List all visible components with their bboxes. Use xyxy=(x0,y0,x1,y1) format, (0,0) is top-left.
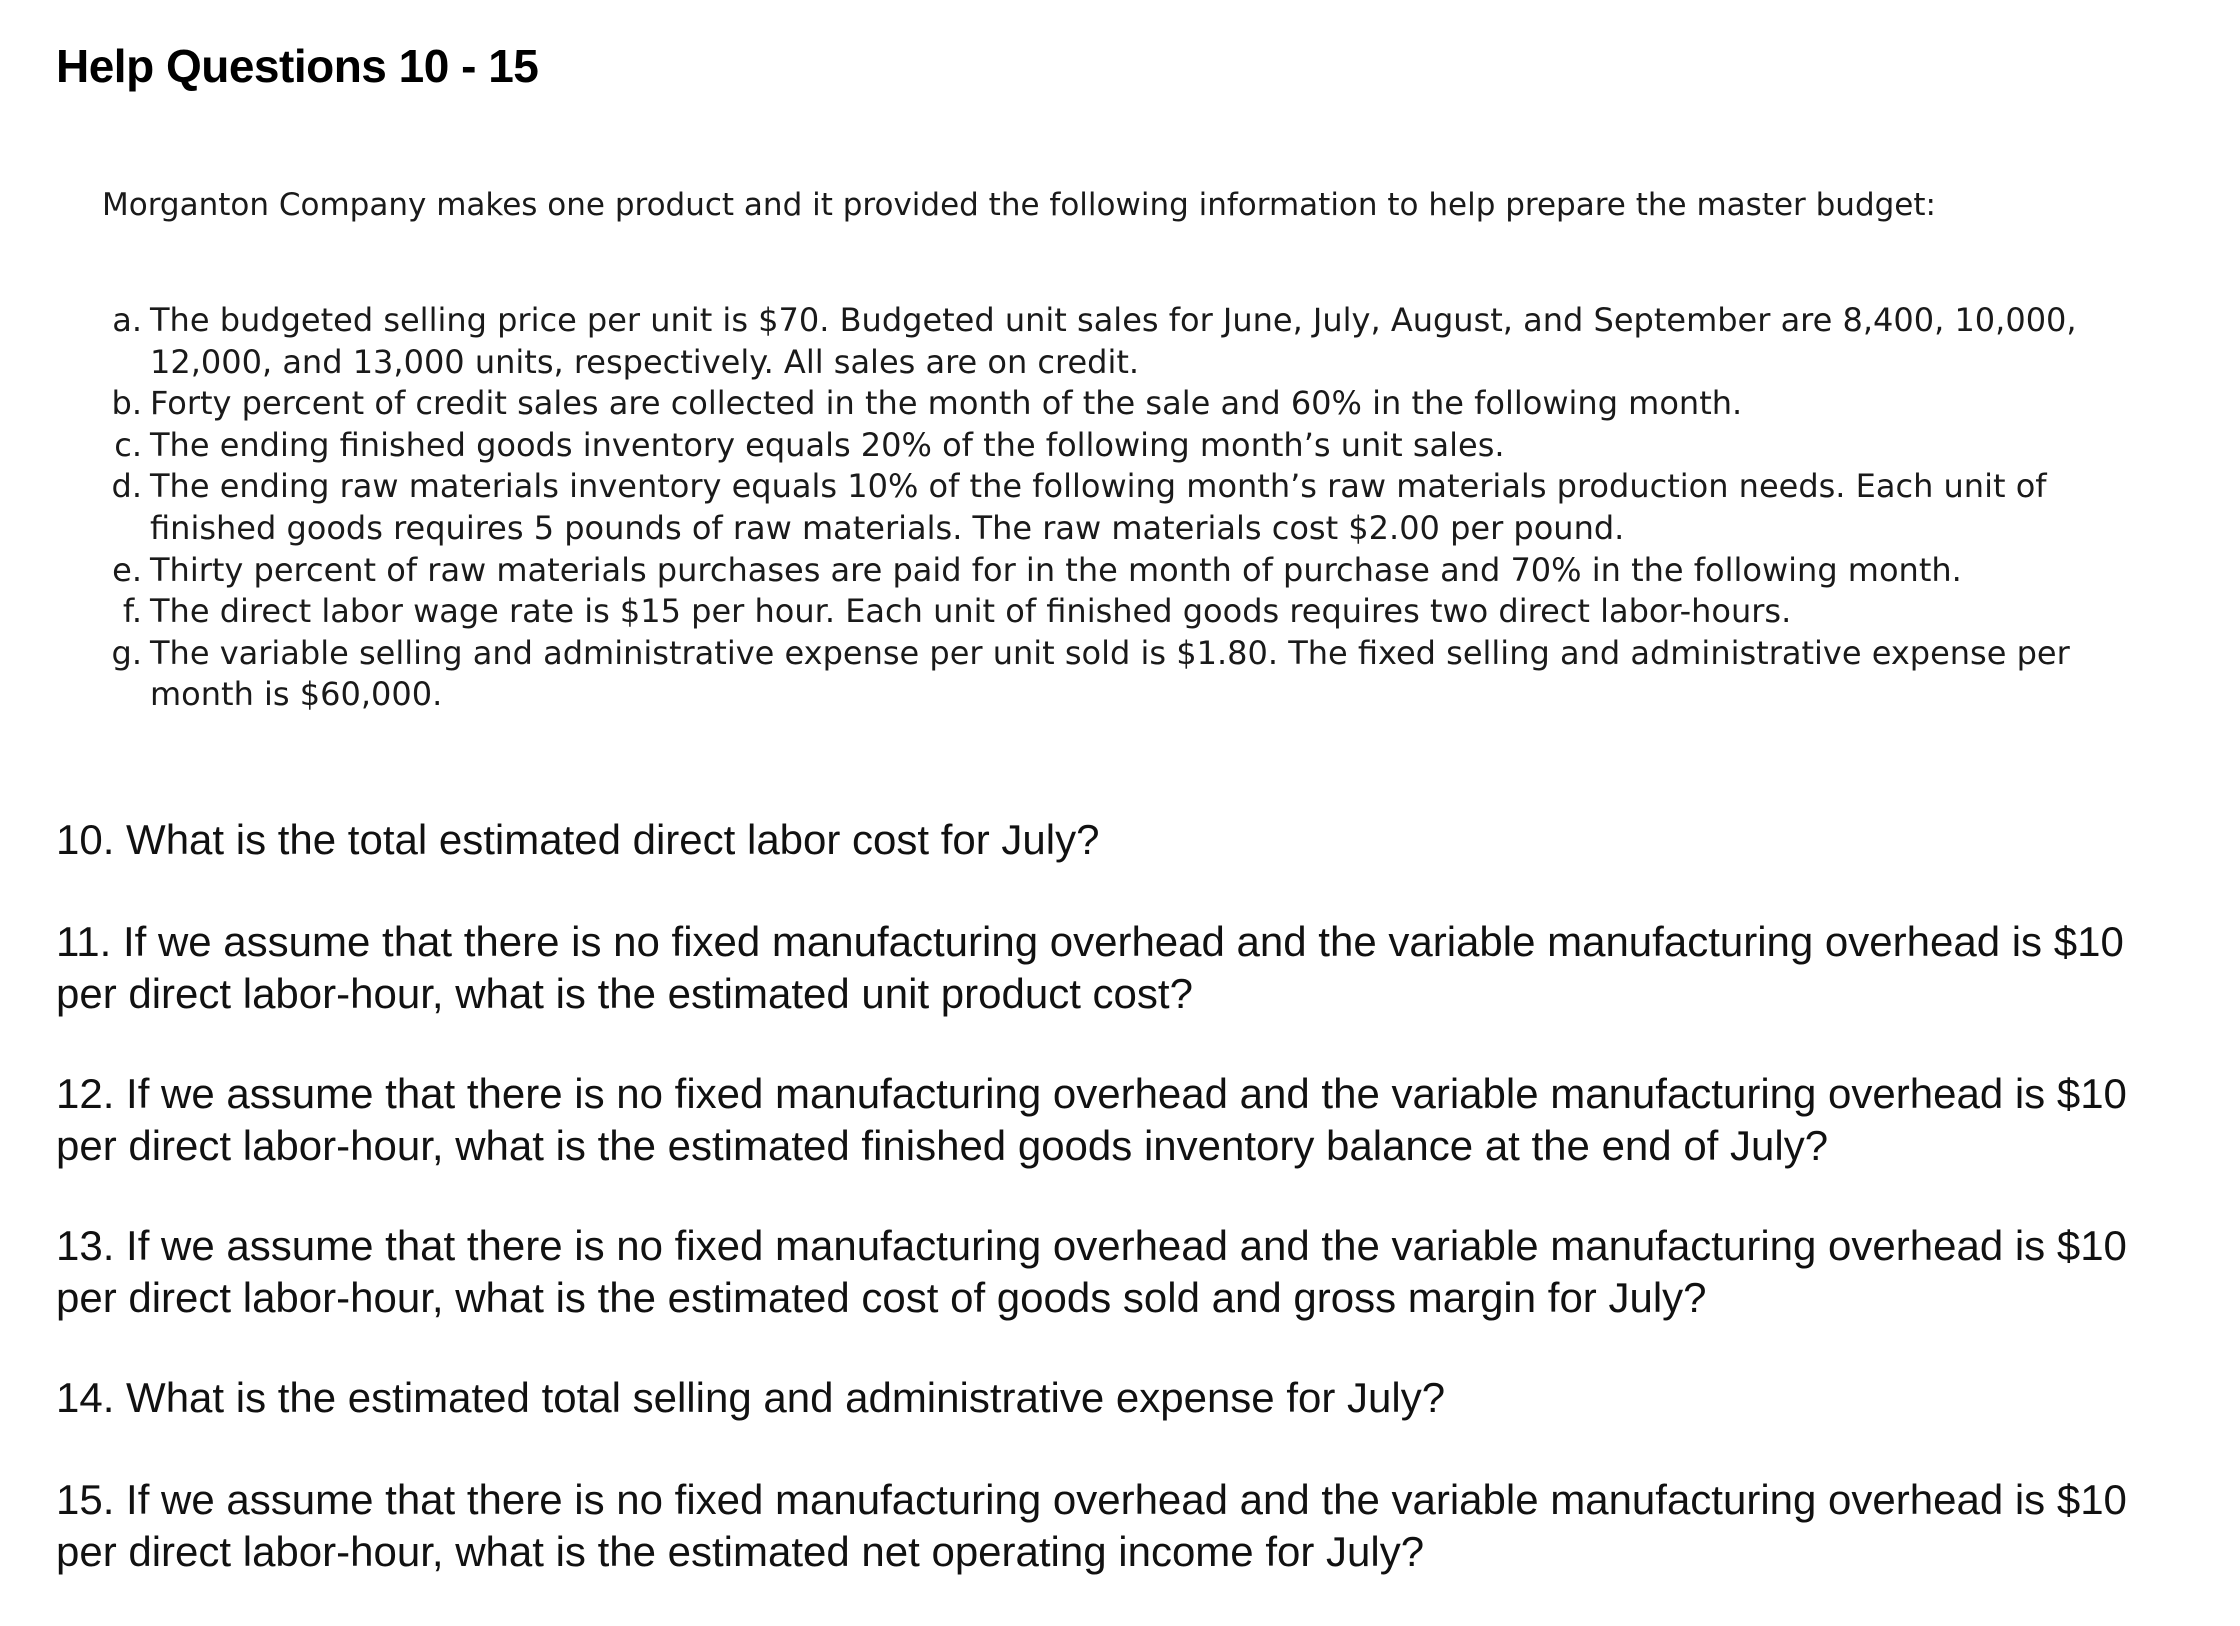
question-14: 14. What is the estimated total selling and administrative expense for July? xyxy=(56,1374,1446,1421)
item-text: Forty percent of credit sales are collected in the month of the sale and 60% in the following month. xyxy=(150,384,1743,423)
item-letter: a. xyxy=(112,301,142,339)
item-letter: b. xyxy=(111,384,142,423)
item-letter: d. xyxy=(111,467,142,506)
item-text: The direct labor wage rate is $15 per hour. Each unit of finished goods requires two direct labor-hours. xyxy=(150,592,1792,631)
item-text: The variable selling and administrative expense per unit sold is $1.80. The fixed selling and administrative expense per month is $60,000. xyxy=(150,633,2070,714)
item-text: The budgeted selling price per unit is $70. Budgeted unit sales for June, July, August, and September are 8,400, 10,000, 12,000, and 13,000 units, respectively. All sales are on credit. xyxy=(150,301,2077,381)
item-letter: g. xyxy=(111,633,142,672)
question-15: 15. If we assume that there is no fixed manufacturing overhead and the variable manufacturing overhead is $10 per direct labor-hour, what is the estimated net operating income for July? xyxy=(56,1476,2127,1575)
question-10: 10. What is the total estimated direct labor cost for July? xyxy=(56,816,1100,863)
info-item-b xyxy=(108,383,2138,425)
item-letter: c. xyxy=(114,425,142,464)
question-13: 13. If we assume that there is no fixed manufacturing overhead and the variable manufacturing overhead is $10 per direct labor-hour, what is the estimated cost of goods sold and gross margin for July? xyxy=(56,1222,2127,1321)
info-item-e xyxy=(108,550,2138,592)
budget-information-list xyxy=(108,300,2138,716)
info-item-g xyxy=(108,633,2138,716)
item-letter: e. xyxy=(112,550,142,589)
info-item-d xyxy=(108,466,2138,549)
item-text: The ending finished goods inventory equals 20% of the following month’s unit sales. xyxy=(150,425,1505,464)
item-text: The ending raw materials inventory equals 10% of the following month’s raw materials production needs. Each unit of finished goods requires 5 pounds of raw materials. The raw materials cost $2.00 per pound. xyxy=(150,467,2047,547)
item-letter: f. xyxy=(122,592,142,631)
intro-paragraph: Morganton Company makes one product and it provided the following information to help prepare the master budget: xyxy=(102,187,1936,223)
question-12: 12. If we assume that there is no fixed manufacturing overhead and the variable manufacturing overhead is $10 per direct labor-hour, what is the estimated finished goods inventory balance at the end of July? xyxy=(56,1070,2127,1169)
info-item-a xyxy=(108,300,2138,383)
question-11: 11. If we assume that there is no fixed manufacturing overhead and the variable manufacturing overhead is $10 per direct labor-hour, what is the estimated unit product cost? xyxy=(56,918,2124,1017)
info-item-f xyxy=(108,591,2138,633)
item-text: Thirty percent of raw materials purchases are paid for in the month of purchase and 70% in the following month. xyxy=(150,550,1962,589)
questions-list xyxy=(56,814,2166,1626)
page-title: Help Questions 10 - 15 xyxy=(56,40,539,92)
info-item-c xyxy=(108,425,2138,467)
